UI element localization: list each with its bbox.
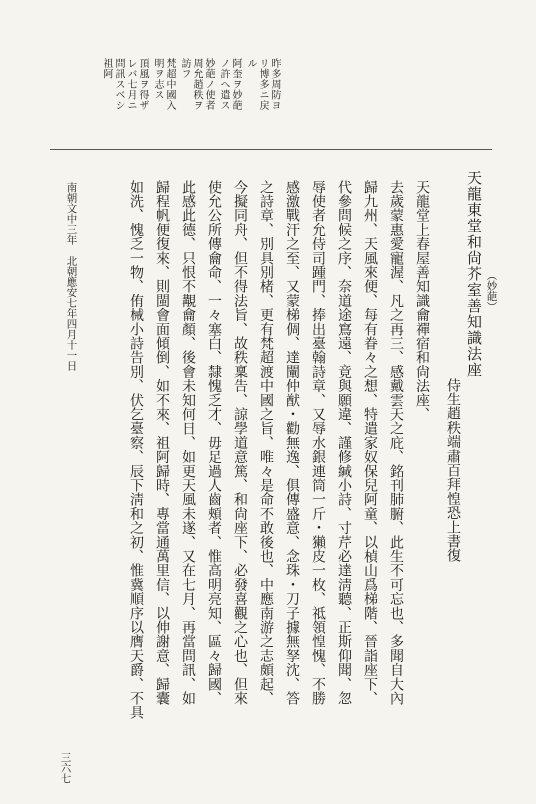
headnote: 梵超中國入 [164, 58, 175, 111]
body-column: 歸九州、天風來便、每有眷々之想、特遣家奴保兒阿童、以楨山爲梯階、晉詣座下、 [362, 180, 378, 706]
body-column: 天龍堂上春屋善知識龠禪宿和尙法座、 [414, 180, 430, 422]
title-annotation: （妙葩） [485, 270, 498, 312]
body-column: 今擬同舟、但不得法旨、故秩稟告、諒學道意篤、和尙座下、必發喜觀之心也、但來 [232, 180, 248, 706]
body-column: 使允公所傳龠命、一々塞白、隸愧乏才、毋足過人齒頰者、惟高明亮知、區々歸國、 [206, 180, 222, 706]
headnote: 周允趙秩ヲ [191, 58, 202, 111]
headnote: 昨多周防ヨ [269, 58, 280, 111]
headnote-divider [50, 149, 492, 150]
body-column: 如洗、愧乏一物、侑械小詩告別、伏乞臺察、辰下淸和之初、惟冀順序以膺天爵、不具 [128, 180, 144, 720]
headnote: 妙葩ノ使者 [203, 58, 214, 111]
date-line: 南朝文中三年 北朝應安七年四月十一日 [65, 182, 78, 371]
headnote: 阿奎ヲ妙葩 [230, 58, 241, 111]
headnote: 祖阿 [101, 58, 112, 79]
sender-line: 侍生趙秩端肅百拜惶恐上書復 [445, 378, 461, 563]
headnote: ル [245, 58, 256, 69]
body-column: 之詩章、別具別楮、更有梵超渡中國之旨、唯々是命不敢後也、中應南游之志頗起、 [258, 180, 274, 706]
headnote: ノ許へ遣ス [218, 58, 229, 111]
headnote: レバ七月ニ [125, 58, 136, 111]
title-part-1: 天龍東堂和尙芥室善知識法座 [465, 170, 483, 378]
body-column: 此感此德、只恨不覯龠顏、後會未知何日、如更天風未遂、又在七月、再當問訊、如 [180, 180, 196, 706]
body-column: 感激戰汗之至、又蒙梯倜、達闡仲猷・勸無逸、俱傳盛意、念珠・刀子據無孥沈、答 [284, 180, 300, 706]
body-column: 代參問候之序、奈道途窵遠、竟與願違、謹修緘小詩、寸芹必達淸聽、正斯仰聞、忽 [336, 180, 352, 706]
body-column: 去歲蒙惠愛寵渥、凡之再三、感戴雲天之庇、銘刊肺腑、此生不可忘也、多聞自大內 [388, 180, 404, 706]
headnote: 問訊スベシ [113, 58, 124, 111]
body-column: 歸程帆便復來、則閩會面傾倒、如不來、祖阿歸時、專當通萬里信、以伸謝意、歸囊 [154, 180, 170, 706]
headnote: リ博多ニ戻 [257, 58, 268, 111]
body-column: 辱使者允侍司踵門、捧出臺翰詩章、又辱水銀連筒一斤・獺皮一枚、祗領惶愧、不勝 [310, 180, 326, 706]
headnote: 頂風ヲ得ザ [137, 58, 148, 111]
headnote: 訪フ [179, 58, 190, 79]
page-number: 三六七 [59, 752, 72, 784]
headnote: 明ヲ志ス [152, 58, 163, 100]
letter-title [465, 170, 483, 378]
